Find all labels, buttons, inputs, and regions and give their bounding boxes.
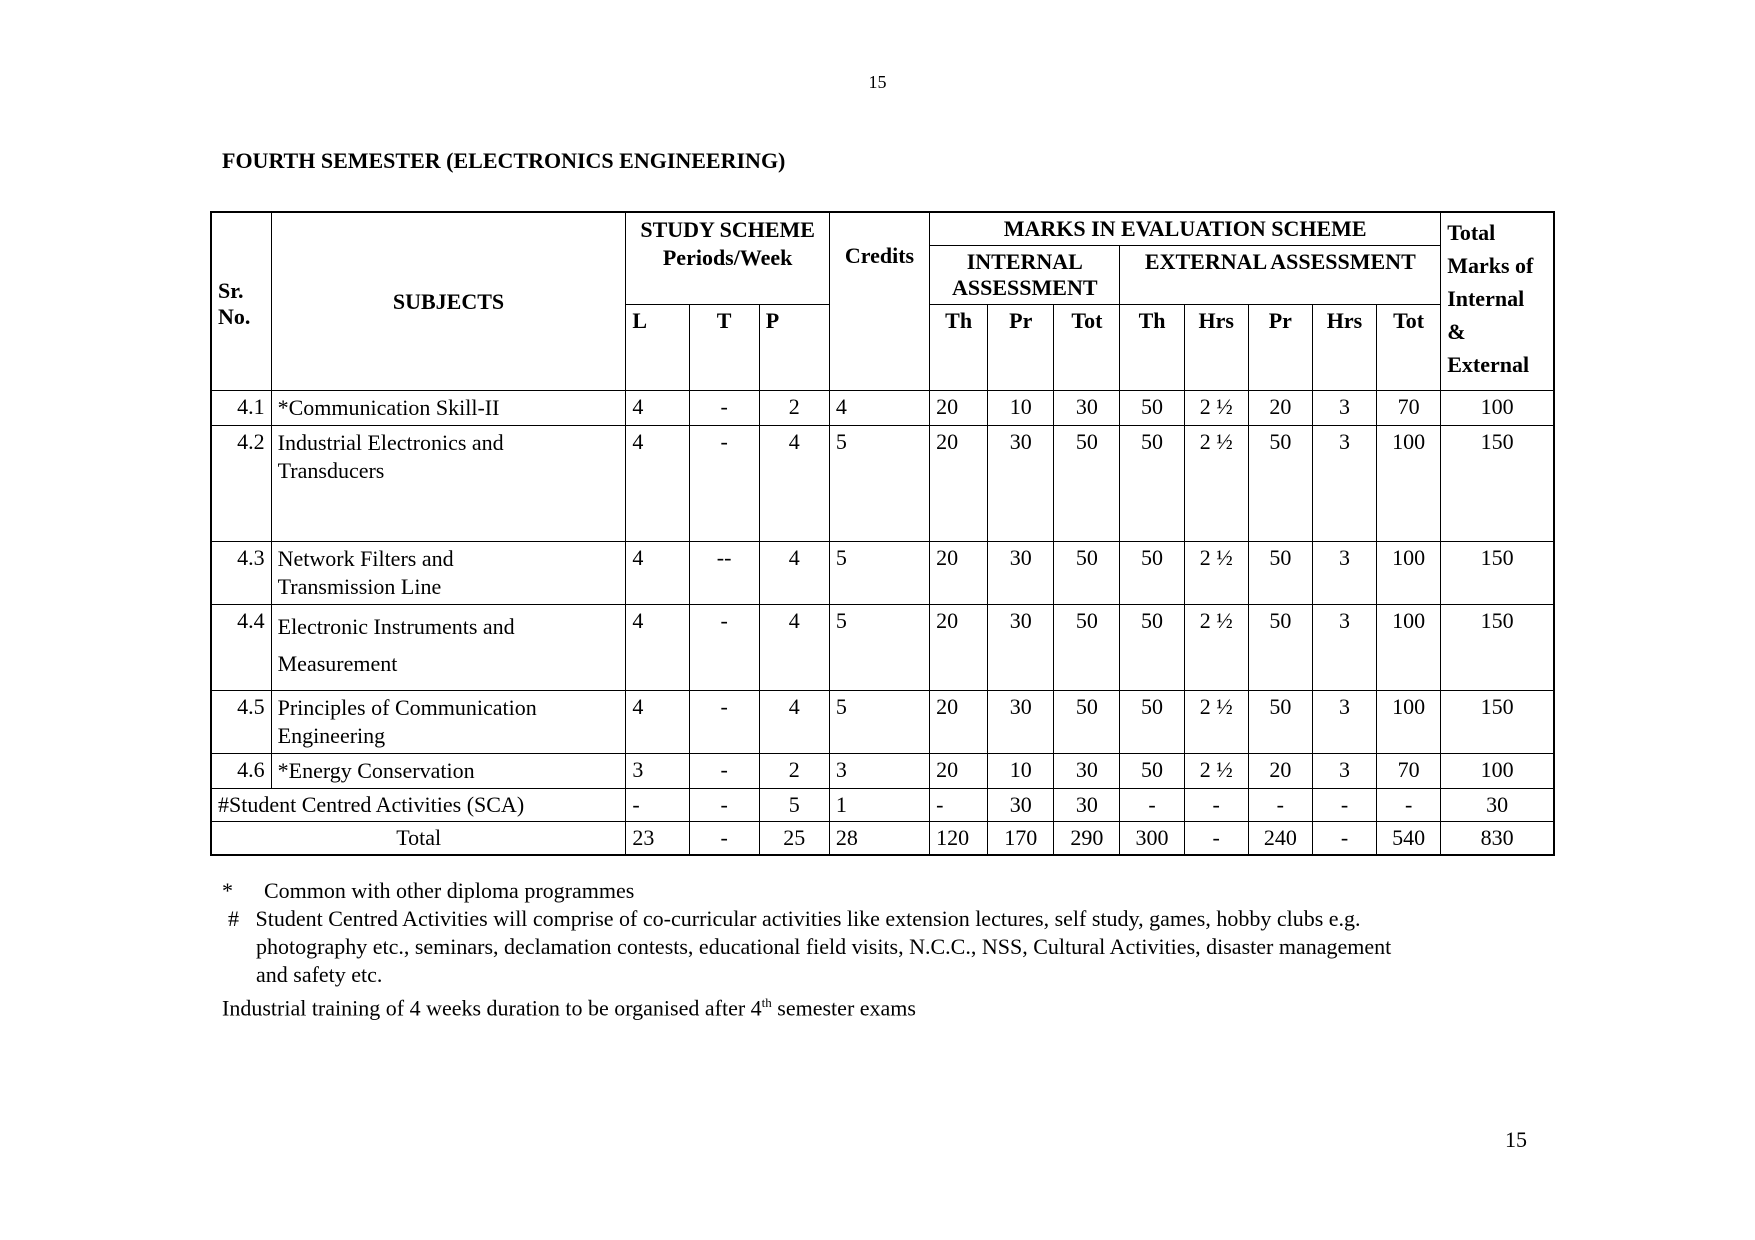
table-row — [211, 426, 1554, 542]
table-cell: 70 — [1377, 754, 1441, 789]
subject-line: Engineering — [277, 723, 386, 748]
table-cell: - — [689, 605, 759, 691]
table-cell: 150 — [1441, 542, 1554, 605]
table-cell: 30 — [1054, 391, 1120, 426]
subject-line: Transducers — [277, 458, 385, 483]
internal-assessment-header: INTERNAL ASSESSMENT — [930, 246, 1120, 305]
table-cell: - — [1377, 789, 1441, 822]
table-cell: 100 — [1377, 426, 1441, 542]
table-row — [211, 691, 1554, 754]
table-cell: 50 — [1248, 542, 1312, 605]
table-cell: 5 — [829, 542, 929, 605]
table-cell: - — [689, 789, 759, 822]
table-cell: 100 — [1441, 754, 1554, 789]
table-cell: 540 — [1377, 822, 1441, 856]
table-cell: 50 — [1120, 426, 1184, 542]
footnote-training — [222, 989, 1391, 1022]
subject-line: *Energy Conservation — [277, 758, 475, 783]
table-cell: 3 — [1312, 754, 1376, 789]
footnote-common — [222, 877, 1391, 905]
sca-row — [211, 789, 1554, 822]
table-cell: 10 — [988, 391, 1054, 426]
sr-no-cell: 4.1 — [211, 391, 271, 426]
col-t-header: T — [689, 305, 759, 391]
col-int-tot-header: Tot — [1054, 305, 1120, 391]
total-row — [211, 822, 1554, 856]
subject-line: Principles of Communication — [277, 695, 537, 720]
table-cell: 5 — [829, 426, 929, 542]
footnote-hash-text-3: and safety etc. — [256, 962, 383, 987]
table-cell: 4 — [626, 391, 689, 426]
table-cell: - — [1248, 789, 1312, 822]
subject-cell — [271, 754, 626, 789]
table-cell: 100 — [1377, 605, 1441, 691]
table-cell: - — [930, 789, 988, 822]
table-cell: 2 — [759, 754, 829, 789]
table-cell: 4 — [626, 605, 689, 691]
table-cell: 4 — [759, 691, 829, 754]
table-cell: - — [689, 691, 759, 754]
subject-cell — [271, 542, 626, 605]
table-cell: 23 — [626, 822, 689, 856]
subject-line: Transmission Line — [277, 574, 442, 599]
page-number-bottom: 15 — [1505, 1127, 1527, 1152]
sr-no-cell: 4.2 — [211, 426, 271, 542]
table-cell: 2 ½ — [1184, 391, 1248, 426]
table-cell: 3 — [1312, 691, 1376, 754]
table-cell: 70 — [1377, 391, 1441, 426]
sr-no-cell: 4.5 — [211, 691, 271, 754]
table-cell: 3 — [1312, 391, 1376, 426]
table-cell: 4 — [759, 542, 829, 605]
table-cell: 100 — [1441, 391, 1554, 426]
table-cell: 3 — [626, 754, 689, 789]
sr-no-cell: 4.6 — [211, 754, 271, 789]
table-row — [211, 542, 1554, 605]
footnote-hash-text-1: Student Centred Activities will comprise of co-curricular activities like extension lectures, self study, games, hobby clubs e.g. — [255, 906, 1361, 931]
col-p-header: P — [759, 305, 829, 391]
table-cell: - — [689, 822, 759, 856]
table-cell: 20 — [1248, 754, 1312, 789]
footnotes — [222, 877, 1391, 1022]
subject-line: Electronic Instruments and — [277, 614, 515, 639]
table-cell: 20 — [930, 391, 988, 426]
footnote-sca-line-3 — [222, 961, 1391, 989]
table-cell: 30 — [988, 789, 1054, 822]
table-cell: 4 — [626, 426, 689, 542]
table-cell: 50 — [1248, 691, 1312, 754]
col-l-header: L — [626, 305, 689, 391]
header-row-1 — [211, 212, 1554, 246]
table-row — [211, 605, 1554, 691]
total-marks-header: Total Marks of Internal & External — [1441, 212, 1554, 391]
col-ext-pr-header: Pr — [1248, 305, 1312, 391]
evaluation-scheme-table — [210, 211, 1555, 856]
col-ext-hrs-header: Hrs — [1184, 305, 1248, 391]
table-cell: 50 — [1054, 691, 1120, 754]
table-cell: 3 — [829, 754, 929, 789]
table-cell: 170 — [988, 822, 1054, 856]
table-cell: 50 — [1120, 754, 1184, 789]
page-heading: FOURTH SEMESTER (ELECTRONICS ENGINEERING) — [222, 148, 786, 173]
table-cell: 30 — [1054, 754, 1120, 789]
subject-line: Network Filters and — [277, 546, 454, 571]
footnote-sca-line-2 — [222, 933, 1391, 961]
table-cell: 50 — [1248, 605, 1312, 691]
table-cell: 30 — [1441, 789, 1554, 822]
table-cell: 100 — [1377, 691, 1441, 754]
table-cell: 20 — [1248, 391, 1312, 426]
training-sup: th — [761, 995, 772, 1010]
table-cell: 50 — [1120, 391, 1184, 426]
footnote-star-mark: * — [222, 878, 233, 903]
sr-no-header: Sr. No. — [211, 212, 271, 391]
training-text: Industrial training of 4 weeks duration to be organised after 4 — [222, 995, 762, 1021]
table-cell: 2 ½ — [1184, 754, 1248, 789]
footnote-star-text: Common with other diploma programmes — [264, 878, 635, 903]
subject-line: Industrial Electronics and — [277, 430, 504, 455]
table-cell: 4 — [626, 542, 689, 605]
table-cell: 5 — [829, 691, 929, 754]
col-int-pr-header: Pr — [988, 305, 1054, 391]
sr-no-cell: 4.4 — [211, 605, 271, 691]
table-cell: 4 — [759, 605, 829, 691]
table-cell: 50 — [1054, 426, 1120, 542]
table-cell: -- — [689, 542, 759, 605]
table-cell: 4 — [626, 691, 689, 754]
subject-cell — [271, 605, 626, 691]
table-cell: 2 — [759, 391, 829, 426]
table-cell: 30 — [988, 426, 1054, 542]
table-cell: 30 — [988, 542, 1054, 605]
col-ext-hrs2-header: Hrs — [1312, 305, 1376, 391]
table-cell: - — [1184, 822, 1248, 856]
table-cell: 30 — [988, 691, 1054, 754]
subjects-header: SUBJECTS — [271, 212, 626, 391]
table-cell: 30 — [988, 605, 1054, 691]
table-cell: 20 — [930, 426, 988, 542]
table-cell: 50 — [1248, 426, 1312, 542]
table-cell: 290 — [1054, 822, 1120, 856]
sr-no-cell: 4.3 — [211, 542, 271, 605]
table-cell: - — [1120, 789, 1184, 822]
table-cell: 2 ½ — [1184, 426, 1248, 542]
table-cell: 1 — [829, 789, 929, 822]
table-cell: 120 — [930, 822, 988, 856]
page-number-top: 15 — [868, 72, 887, 92]
col-int-th-header: Th — [930, 305, 988, 391]
table-cell: 100 — [1377, 542, 1441, 605]
subject-cell — [271, 426, 626, 542]
table-cell: 10 — [988, 754, 1054, 789]
subject-line: Measurement — [277, 651, 398, 676]
table-cell: - — [1312, 822, 1376, 856]
table-cell: 300 — [1120, 822, 1184, 856]
footnote-hash-mark: # — [228, 906, 239, 931]
table-cell: 20 — [930, 542, 988, 605]
table-cell: 4 — [829, 391, 929, 426]
total-label: Total — [211, 822, 626, 856]
table-cell: 3 — [1312, 542, 1376, 605]
table-cell: 3 — [1312, 426, 1376, 542]
subject-cell — [271, 691, 626, 754]
table-row — [211, 391, 1554, 426]
credits-header: Credits — [829, 212, 929, 391]
table-cell: 50 — [1054, 605, 1120, 691]
table-cell: 50 — [1120, 605, 1184, 691]
sca-label: #Student Centred Activities (SCA) — [211, 789, 626, 822]
table-cell: 50 — [1054, 542, 1120, 605]
table-cell: 2 ½ — [1184, 691, 1248, 754]
table-cell: 150 — [1441, 691, 1554, 754]
subject-cell — [271, 391, 626, 426]
table-cell: - — [1184, 789, 1248, 822]
footnote-sca — [222, 905, 1391, 933]
table-cell: 30 — [1054, 789, 1120, 822]
study-scheme-header: STUDY SCHEME Periods/Week — [626, 212, 829, 305]
table-cell: - — [689, 426, 759, 542]
table-cell: 2 ½ — [1184, 542, 1248, 605]
external-assessment-header: EXTERNAL ASSESSMENT — [1120, 246, 1441, 305]
table-cell: 28 — [829, 822, 929, 856]
table-row — [211, 754, 1554, 789]
table-cell: 20 — [930, 605, 988, 691]
table-cell: 2 ½ — [1184, 605, 1248, 691]
table-cell: 50 — [1120, 691, 1184, 754]
col-ext-tot-header: Tot — [1377, 305, 1441, 391]
table-cell: 150 — [1441, 426, 1554, 542]
table-cell: 830 — [1441, 822, 1554, 856]
table-cell: 150 — [1441, 605, 1554, 691]
training-text-end: semester exams — [771, 995, 916, 1021]
table-cell: - — [689, 754, 759, 789]
table-cell: 50 — [1120, 542, 1184, 605]
table-cell: 4 — [759, 426, 829, 542]
table-cell: 20 — [930, 754, 988, 789]
table-cell: - — [626, 789, 689, 822]
table-cell: - — [689, 391, 759, 426]
marks-header: MARKS IN EVALUATION SCHEME — [930, 212, 1441, 246]
table-cell: 25 — [759, 822, 829, 856]
table-cell: - — [1312, 789, 1376, 822]
table-cell: 3 — [1312, 605, 1376, 691]
table-cell: 240 — [1248, 822, 1312, 856]
table-cell: 5 — [829, 605, 929, 691]
footnote-hash-text-2: photography etc., seminars, declamation contests, educational field visits, N.C.C., NSS, Cultural Activities, disaster management — [256, 934, 1392, 959]
subject-line: *Communication Skill-II — [277, 395, 500, 420]
table-cell: 20 — [930, 691, 988, 754]
col-ext-th-header: Th — [1120, 305, 1184, 391]
table-cell: 5 — [759, 789, 829, 822]
